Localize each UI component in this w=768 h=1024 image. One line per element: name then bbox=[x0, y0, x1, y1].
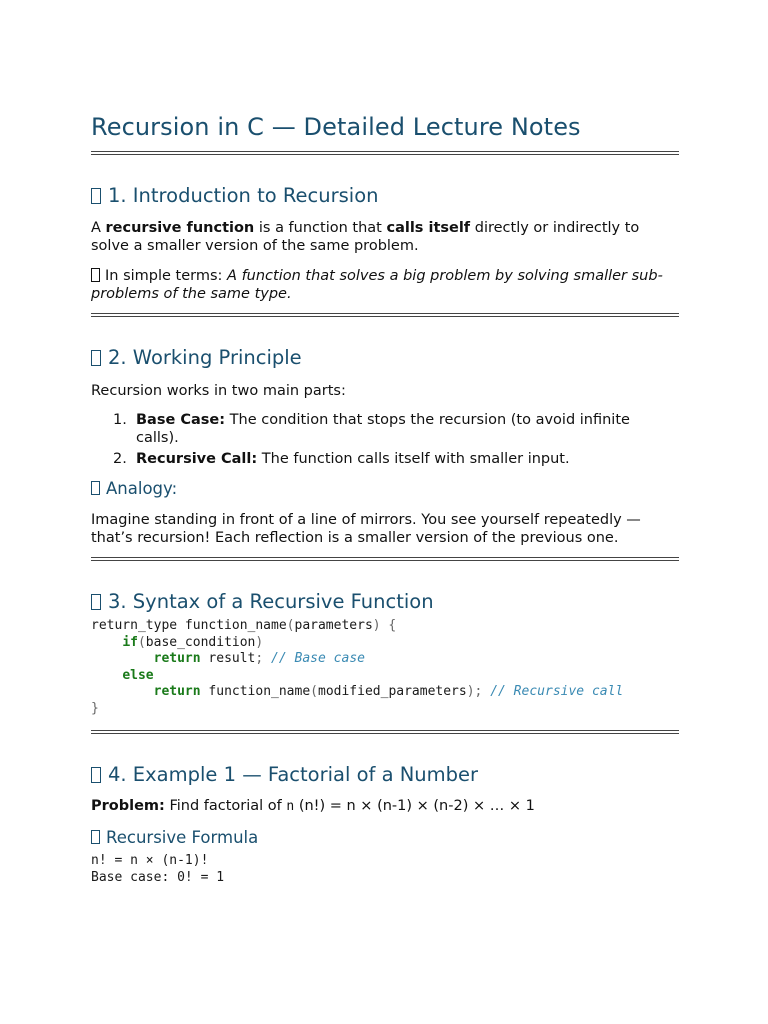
formula-heading: Recursive Formula bbox=[91, 828, 258, 847]
problem-statement: Problem: Find factorial of n (n!) = n × (n-1) × (n-2) × … × 1 bbox=[91, 798, 535, 814]
code-icon bbox=[91, 594, 101, 610]
notebook-icon bbox=[91, 188, 101, 204]
section-heading-syntax: 3. Syntax of a Recursive Function bbox=[91, 590, 434, 613]
gear-icon bbox=[91, 350, 101, 366]
formula-code-block: n! = n × (n-1)! Base case: 0! = 1 bbox=[91, 853, 225, 885]
calculator-icon bbox=[91, 767, 101, 783]
section-heading-working-principle: 2. Working Principle bbox=[91, 346, 302, 369]
analogy-paragraph: Imagine standing in front of a line of mirrors. You see yourself repeatedly — that’s recursion! Each reflection is a smaller version of the previous one. bbox=[91, 512, 641, 546]
working-intro: Recursion works in two main parts: bbox=[91, 383, 346, 399]
section-heading-factorial: 4. Example 1 — Factorial of a Number bbox=[91, 763, 478, 786]
analogy-heading: Analogy: bbox=[91, 479, 177, 498]
simple-terms-paragraph: In simple terms: A function that solves a big problem by solving smaller sub-problems of the same type. bbox=[91, 268, 663, 302]
intro-paragraph: A recursive function is a function that calls itself directly or indirectly to solve a smaller version of the same problem. bbox=[91, 220, 640, 254]
divider bbox=[91, 730, 679, 734]
bulb-icon bbox=[91, 268, 100, 282]
divider bbox=[91, 313, 679, 317]
page-title: Recursion in C — Detailed Lecture Notes bbox=[91, 113, 581, 141]
divider bbox=[91, 557, 679, 561]
mirror-icon bbox=[91, 481, 100, 495]
syntax-code-block: return_type function_name(parameters) { if(base_condition) return result; // Base case else return function_name(modified_parameters); // Recursive call } bbox=[91, 618, 624, 716]
formula-icon bbox=[91, 830, 100, 844]
section-heading-introduction: 1. Introduction to Recursion bbox=[91, 184, 379, 207]
divider bbox=[91, 151, 679, 155]
